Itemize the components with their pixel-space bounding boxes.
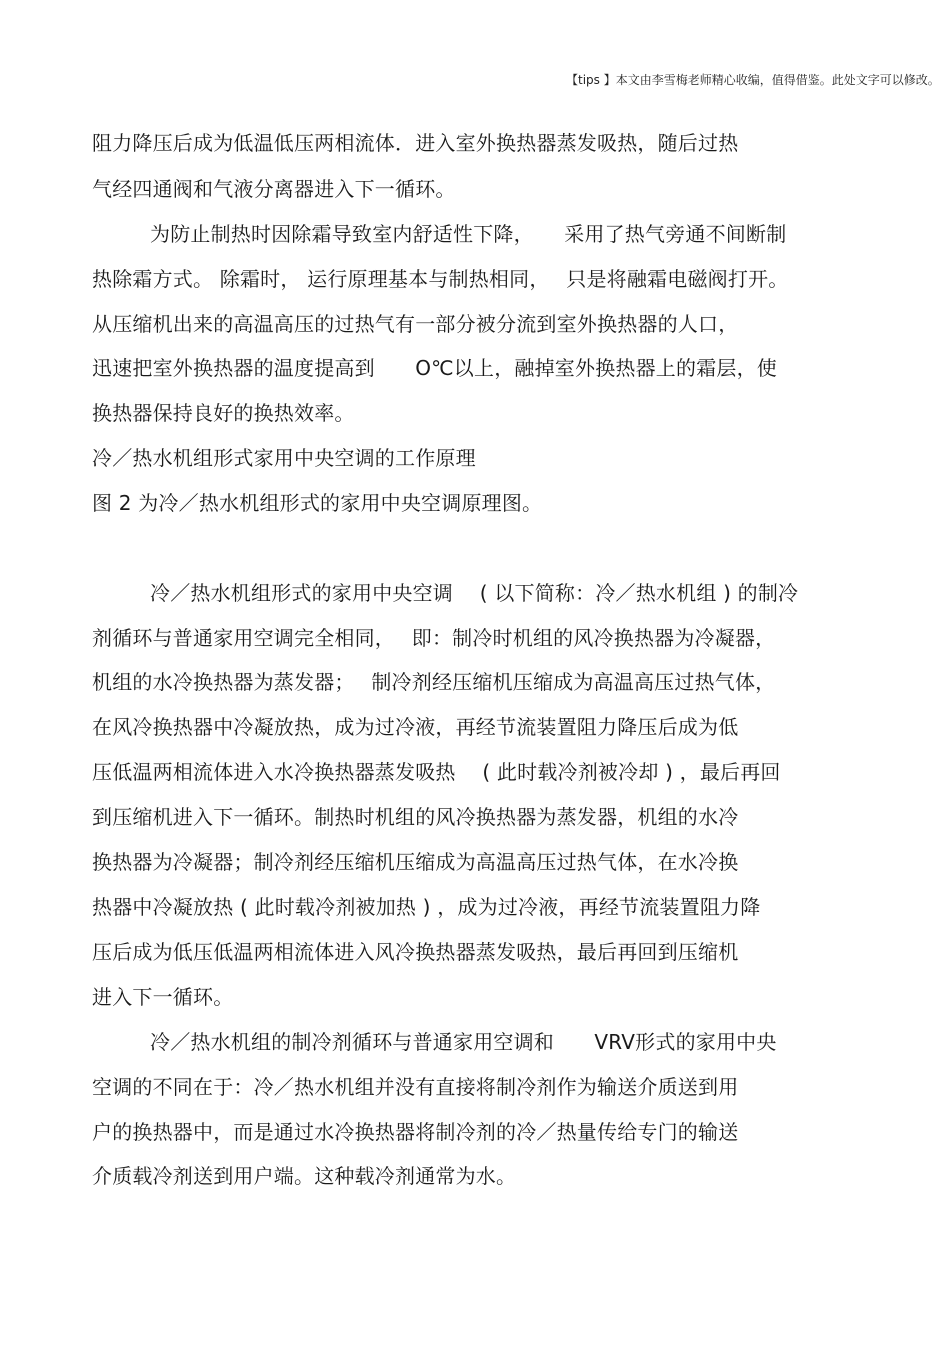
text-line: 阻力降压后成为低温低压两相流体．进入室外换热器蒸发吸热，随后过热 — [92, 131, 739, 155]
text-line: 介质载冷剂送到用户端。这种载冷剂通常为水。 — [92, 1164, 517, 1188]
text-line: 进入下一循环。 — [92, 985, 234, 1009]
text-line: 冷／热水机组的制冷剂循环与普通家用空调和 VRV形式的家用中央 — [150, 1030, 777, 1054]
text-line: 机组的水冷换热器为蒸发器； 制冷剂经压缩机压缩成为高温高压过热气体， — [92, 670, 776, 694]
section-heading: 冷／热水机组形式家用中央空调的工作原理 — [92, 446, 476, 470]
text-line: 冷／热水机组形式的家用中央空调 ( 以下简称：冷／热水机组 ) 的制冷 — [150, 581, 799, 605]
text-line: 空调的不同在于：冷／热水机组并没有直接将制冷剂作为输送介质送到用 — [92, 1075, 739, 1099]
text-line: 气经四通阀和气液分离器进入下一循环。 — [92, 177, 456, 201]
text-line: 换热器保持良好的换热效率。 — [92, 401, 355, 425]
text-line: 热器中冷凝放热 ( 此时载冷剂被加热 ) ，成为过冷液，再经节流装置阻力降 — [92, 895, 761, 919]
text-line: 换热器为冷凝器；制冷剂经压缩机压缩成为高温高压过热气体，在水冷换 — [92, 850, 739, 874]
text-line: 压低温两相流体进入水冷换热器蒸发吸热 ( 此时载冷剂被冷却 ) ，最后再回 — [92, 760, 781, 784]
text-line: 在风冷换热器中冷凝放热，成为过冷液，再经节流装置阻力降压后成为低 — [92, 715, 739, 739]
text-line: 为防止制热时因除霜导致室内舒适性下降， 采用了热气旁通不间断制 — [150, 222, 787, 246]
text-line: 户的换热器中，而是通过水冷换热器将制冷剂的冷／热量传给专门的输送 — [92, 1120, 739, 1144]
text-line: 热除霜方式。 除霜时， 运行原理基本与制热相同， 只是将融霜电磁阀打开。 — [92, 267, 789, 291]
tips-header: 【tips 】本文由李雪梅老师精心收编，值得借鉴。此处文字可以修改。 — [566, 73, 940, 87]
text-line: 从压缩机出来的高温高压的过热气有一部分被分流到室外换热器的人口， — [92, 312, 739, 336]
text-line: 迅速把室外换热器的温度提高到 O℃以上，融掉室外换热器上的霜层，使 — [92, 356, 778, 380]
figure-reference: 图 2 为冷／热水机组形式的家用中央空调原理图。 — [92, 491, 543, 515]
text-line: 剂循环与普通家用空调完全相同， 即：制冷时机组的风冷换热器为冷凝器， — [92, 626, 776, 650]
text-line: 到压缩机进入下一循环。制热时机组的风冷换热器为蒸发器，机组的水冷 — [92, 805, 739, 829]
text-line: 压后成为低压低温两相流体进入风冷换热器蒸发吸热，最后再回到压缩机 — [92, 940, 739, 964]
